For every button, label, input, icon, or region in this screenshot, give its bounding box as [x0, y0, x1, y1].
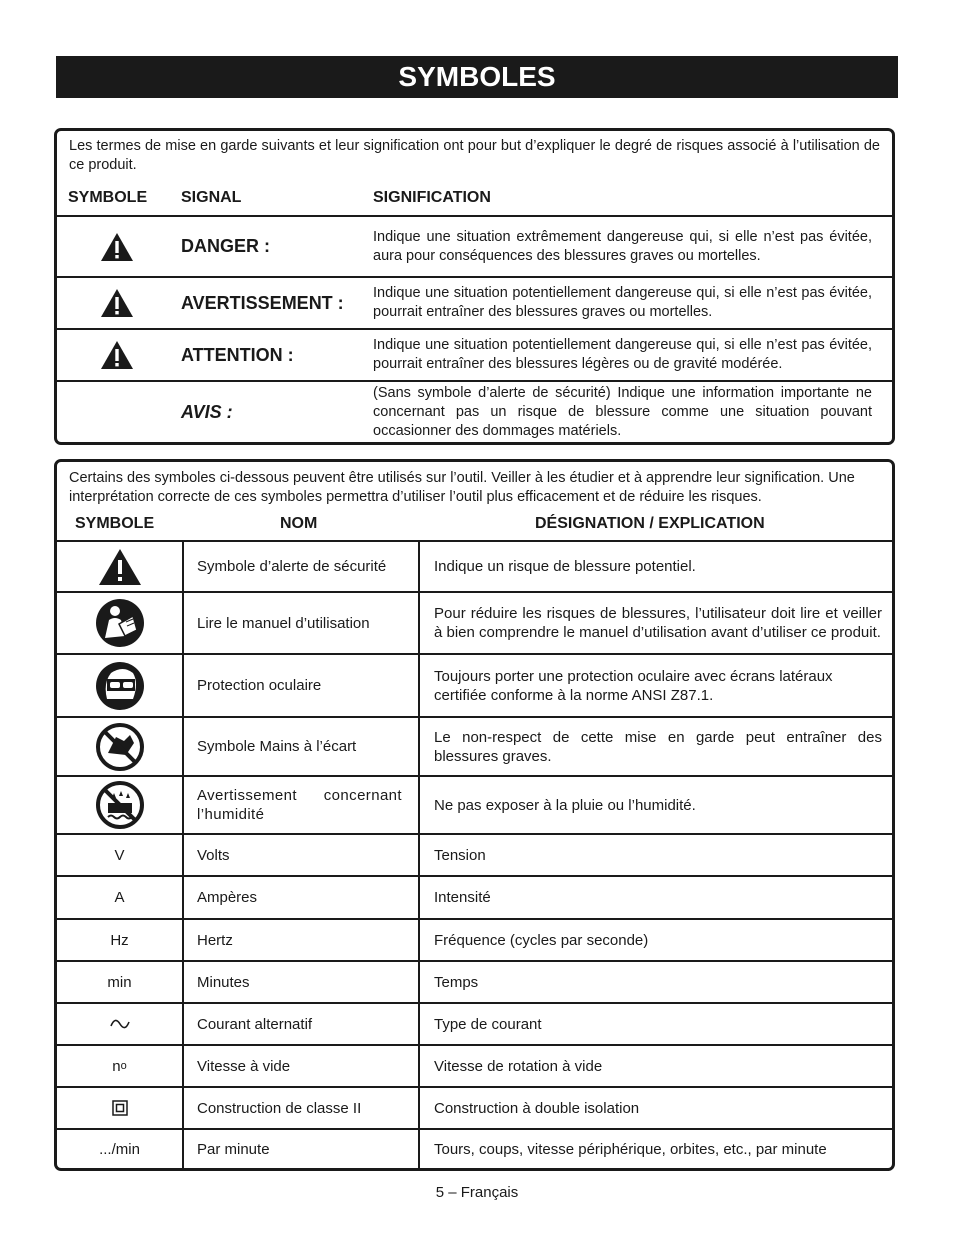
table-row — [57, 1086, 892, 1128]
signal-row-caution — [57, 328, 892, 380]
symbol-per-minute: .../min — [99, 1140, 140, 1158]
symbol-description: Le non-respect de cette mise en garde peut entraîner des blessures graves. — [434, 728, 882, 765]
header-symbol: SYMBOLE — [68, 189, 148, 206]
signal-caution: ATTENTION : — [181, 344, 294, 365]
table-row — [57, 918, 892, 960]
symbol-description: Ne pas exposer à la pluie ou l’humidité. — [434, 796, 696, 814]
header-description: DÉSIGNATION / EXPLICATION — [535, 515, 765, 532]
symbol-description: Fréquence (cycles par seconde) — [434, 931, 649, 949]
header-symbol: SYMBOLE — [75, 515, 155, 532]
signal-row-warning — [57, 276, 892, 328]
header-name: NOM — [280, 515, 318, 532]
humidity-warning-icon — [57, 777, 182, 833]
symbol-description: Construction à double isolation — [434, 1099, 640, 1117]
symbol-hertz: Hz — [110, 931, 129, 949]
symbol-name: Symbole d’alerte de sécurité — [182, 542, 420, 591]
meaning-warning: Indique une situation potentiellement dangereuse qui, si elle n’est pas évitée, pourrait entraîner des blessures graves ou mortelles. — [373, 285, 872, 320]
table-row — [57, 960, 892, 1002]
signal-row-notice — [57, 380, 892, 442]
signal-row-danger — [57, 215, 892, 276]
symbol-name: Symbole Mains à l’écart — [182, 718, 420, 775]
symbol-name: Vitesse à vide — [182, 1046, 420, 1086]
symbol-name: Protection oculaire — [182, 655, 420, 716]
symbol-no-load-speed: n o — [112, 1057, 127, 1075]
symbols-intro: Certains des symboles ci-dessous peuvent être utilisés sur l’outil. Veiller à les étudier et à apprendre leur signification. Une interprétation correcte de ces symboles permettra d’utiliser l’outil plus efficacement et de réduire les risques. — [69, 470, 855, 505]
symbol-name: Volts — [182, 835, 420, 875]
table-row — [57, 653, 892, 716]
eye-protection-icon — [57, 655, 182, 716]
symbol-description: Tours, coups, vitesse périphérique, orbites, etc., par minute — [434, 1140, 827, 1158]
signal-danger: DANGER : — [181, 236, 270, 256]
page-title: SYMBOLES — [56, 56, 898, 98]
symbol-description: Temps — [434, 973, 479, 991]
table-row — [57, 833, 892, 875]
header-meaning: SIGNIFICATION — [373, 189, 491, 206]
symbol-description: Type de courant — [434, 1015, 542, 1033]
symbol-amperes: A — [114, 889, 125, 906]
table-row — [57, 775, 892, 833]
symbol-description: Toujours porter une protection oculaire avec écrans latéraux certifiée conforme à la norme ANSI Z87.1. — [434, 667, 833, 704]
table-row — [57, 591, 892, 653]
symbol-name: Minutes — [182, 962, 420, 1002]
hands-away-icon — [57, 718, 182, 775]
meaning-danger: Indique une situation extrêmement dangereuse qui, si elle n’est pas évitée, aura pour conséquences des blessures graves ou mortelles. — [373, 228, 872, 264]
table-row — [57, 1128, 892, 1168]
read-manual-icon — [57, 593, 182, 653]
symbol-name: Lire le manuel d’utilisation — [182, 593, 420, 653]
table-row — [57, 1002, 892, 1044]
signal-words-box — [54, 128, 895, 445]
signal-intro: Les termes de mise en garde suivants et leur signification ont pour but d’expliquer le degré de risques associé à l’utilisation de ce produit. — [69, 138, 880, 173]
symbol-name: Construction de classe II — [182, 1088, 420, 1128]
page-footer: 5 – Français — [435, 1184, 519, 1201]
class-ii-icon — [57, 1088, 182, 1128]
symbol-name: Par minute — [182, 1130, 420, 1168]
warning-triangle-icon — [57, 217, 177, 276]
meaning-notice: (Sans symbole d’alerte de sécurité) Indique une information importante ne concernant pas un risque de blessure comme une situation pouvant occasionner des dommages matériels. — [373, 384, 872, 439]
symbol-name: Hertz — [182, 920, 420, 960]
table-row — [57, 716, 892, 775]
symbol-description: Vitesse de rotation à vide — [434, 1057, 603, 1075]
symbol-volts: V — [114, 846, 125, 864]
meaning-caution: Indique une situation potentiellement dangereuse qui, si elle n’est pas évitée, pourrait entraîner des blessures légères ou de gravité modérée. — [373, 337, 872, 372]
table-row — [57, 540, 892, 591]
symbol-name: Avertissement concernant l’humidité — [182, 777, 420, 833]
alternating-current-icon — [57, 1004, 182, 1044]
symbol-name: Courant alternatif — [182, 1004, 420, 1044]
symbol-description: Tension — [434, 846, 486, 864]
table-row — [57, 1044, 892, 1086]
symbol-minutes: min — [107, 973, 132, 991]
signal-warning: AVERTISSEMENT : — [181, 292, 344, 313]
symbol-name: Ampères — [182, 877, 420, 918]
symbol-description: Indique un risque de blessure potentiel. — [434, 558, 696, 575]
table-row — [57, 875, 892, 918]
safety-alert-icon — [57, 542, 182, 591]
signal-notice: AVIS : — [181, 401, 233, 422]
warning-triangle-icon — [57, 278, 177, 328]
symbol-description: Intensité — [434, 889, 491, 906]
header-signal: SIGNAL — [181, 189, 242, 206]
symbol-description: Pour réduire les risques de blessures, l’utilisateur doit lire et veiller à bien comprendre le manuel d’utilisation avant d’utiliser ce produit. — [434, 605, 882, 641]
warning-triangle-icon — [57, 330, 177, 380]
symbols-box — [54, 459, 895, 1171]
